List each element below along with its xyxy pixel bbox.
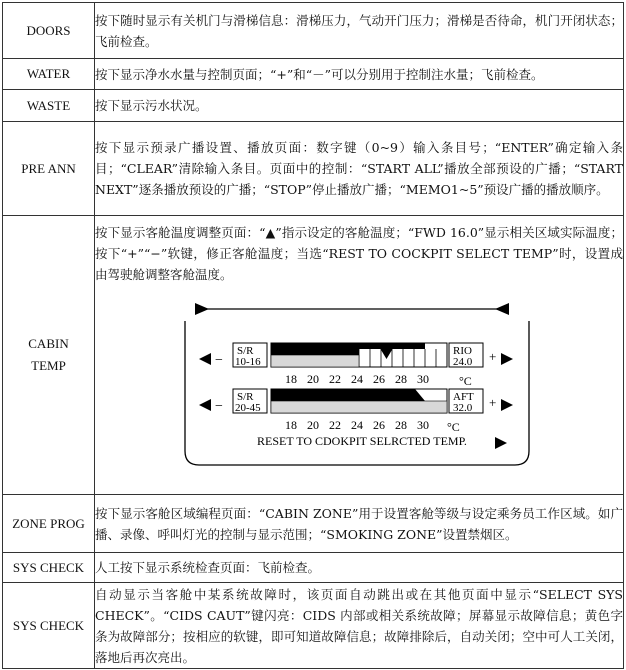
row1-tick-26: 26 (373, 372, 385, 386)
row2-tick-20: 20 (307, 418, 319, 432)
temp-bar-2-fill (271, 389, 425, 401)
sr-box-1-top: S/R (237, 345, 254, 357)
cabin-temp-screen (87, 289, 587, 489)
temp-bar-2-lower (271, 401, 447, 413)
minus-label-1: − (215, 353, 223, 368)
temp-bar-1-lower (271, 355, 359, 367)
row1-tick-30: 30 (417, 372, 429, 386)
plus-arrow-icon (501, 399, 513, 411)
minus-arrow-icon (199, 399, 211, 411)
key-sys-check-manual: SYS CHECK (3, 553, 95, 583)
sr-box-2-top: S/R (237, 391, 254, 403)
desc-zone-prog: 按下显示客舱区域编程页面：“CABIN ZONE”用于设置客舱等级与设定乘务员工作区域。如广播、录像、呼叫灯光的控制与显示范围；“SMOKING ZONE”设置禁烟区。 (95, 495, 624, 553)
desc-cabin-temp-cell (95, 216, 624, 495)
sr-box-2-bottom: 20-45 (235, 402, 261, 414)
table-row (3, 553, 624, 583)
row2-tick-18: 18 (285, 418, 297, 432)
table-row (3, 495, 624, 553)
reset-arrow-icon (495, 437, 507, 449)
key-doors: DOORS (3, 3, 95, 59)
rio-box-bottom: 24.0 (453, 356, 473, 368)
desc-cabin-temp: 按下显示客舱温度调整页面：“▲”指示设定的客舱温度；“FWD 16.0”显示相关区域实际温度；按下“+”“−”软键，修正客舱温度；当选“REST TO COCKPIT SELECT TEMP”时，设置成由驾驶舱调整客舱温度。 (95, 225, 623, 282)
row2-tick-22: 22 (329, 418, 341, 432)
tick-labels-1 (285, 372, 429, 386)
plus-label-1: + (489, 349, 497, 364)
unit-label-2: °C (447, 420, 460, 434)
table-row (3, 3, 624, 59)
function-table (2, 2, 624, 669)
desc-water: 按下显示净水水量与控制页面；“+”和“－”可以分别用于控制注水量；飞前检查。 (95, 59, 624, 90)
sr-box-1-bottom: 10-16 (235, 356, 261, 368)
tick-labels-2 (285, 418, 429, 432)
row1-tick-18: 18 (285, 372, 297, 386)
desc-doors: 按下随时显示有关机门与滑梯信息：滑梯压力，气动开门压力；滑梯是否待命，机门开闭状态；飞前检查。 (95, 3, 624, 59)
key-cabin-temp-label: CABIN TEMP (28, 336, 69, 373)
key-cabin-temp (3, 216, 95, 495)
table-row (3, 583, 624, 669)
aft-box-bottom: 32.0 (453, 402, 473, 414)
desc-pre-ann: 按下显示预录广播设置、播放页面：数字键（0~9）输入条目号；“ENTER”确定输入条目；“CLEAR”清除输入条目。页面中的控制：“START ALL”播放全部预设的广播；“START NEXT”逐条播放预设的广播；“STOP”停止播放广播；“MEMO1~5”预设广播的播放顺序。 (95, 122, 624, 216)
aft-box-top: AFT (453, 391, 474, 403)
table-row (3, 59, 624, 90)
cabin-temp-diagram (87, 289, 587, 489)
minus-label-2: − (215, 399, 223, 414)
table-row (3, 90, 624, 122)
temp-bar-1-top-strip (359, 343, 425, 349)
row2-tick-28: 28 (395, 418, 407, 432)
desc-sys-check-manual: 人工按下显示系统检查页面：飞前检查。 (95, 553, 624, 583)
row2-tick-24: 24 (351, 418, 363, 432)
temp-bar-1-fill (271, 343, 359, 355)
key-zone-prog: ZONE PROG (3, 495, 95, 553)
table-row (3, 216, 624, 495)
row2-tick-30: 30 (417, 418, 429, 432)
row1-tick-22: 22 (329, 372, 341, 386)
desc-sys-check-auto: 自动显示当客舱中某系统故障时，该页面自动跳出或在其他页面中显示“SELECT SYS CHECK”。“CIDS CAUT”键闪亮：CIDS 内部或相关系统故障；屏幕显示故障信息；黄色字条为故障部分；按相应的软键，即可知道故障信息；故障排除后，自动关闭；空中可人工关闭，落地后再次亮出。 (95, 583, 624, 669)
desc-waste: 按下显示污水状况。 (95, 90, 624, 122)
plus-label-2: + (489, 395, 497, 410)
key-water: WATER (3, 59, 95, 90)
reset-to-cockpit-label: RESET TO CDOKPIT SELRCTED TEMP. (257, 434, 467, 448)
key-sys-check-auto: SYS CHECK (3, 583, 95, 669)
unit-label-1: °C (459, 374, 472, 388)
table-row (3, 122, 624, 216)
key-waste: WASTE (3, 90, 95, 122)
row1-tick-24: 24 (351, 372, 363, 386)
plus-arrow-icon (501, 353, 513, 365)
row1-tick-28: 28 (395, 372, 407, 386)
row1-tick-20: 20 (307, 372, 319, 386)
rio-box-top: RIO (453, 345, 472, 357)
row2-tick-26: 26 (373, 418, 385, 432)
key-pre-ann: PRE ANN (3, 122, 95, 216)
minus-arrow-icon (199, 353, 211, 365)
